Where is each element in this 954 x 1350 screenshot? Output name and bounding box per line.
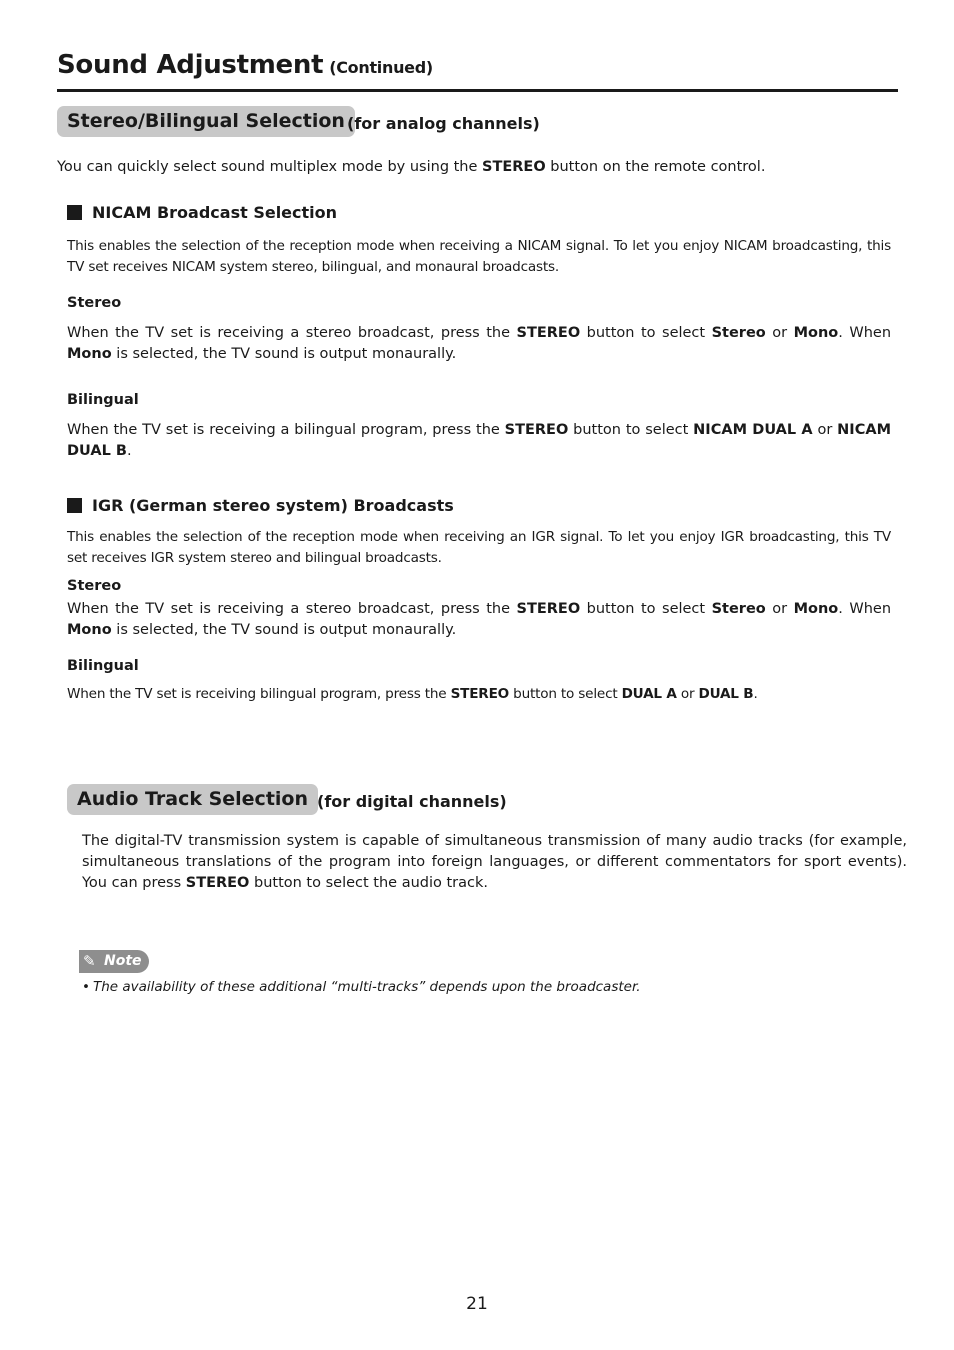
text: or <box>676 686 699 702</box>
bold-text: STEREO <box>450 686 510 702</box>
intro-text: You can quickly select sound multiplex mode by using the <box>57 159 483 175</box>
section1-intro <box>57 157 917 178</box>
page-title-text: Sound Adjustment <box>57 50 324 80</box>
text: or <box>812 422 838 438</box>
nicam-heading <box>67 203 337 222</box>
text: is selected, the TV sound is output monaurally. <box>111 346 457 362</box>
text: The digital-TV transmission system is capable of simultaneous transmission of many audio tracks (for example, simultaneous translations of the program into foreign languages, or different commentators for sport events). You can press <box>82 833 907 891</box>
section-title-stereo-bilingual: Stereo/Bilingual Selection <box>57 106 355 137</box>
bold-text: Mono <box>793 601 839 617</box>
section-subtitle-analog: (for analog channels) <box>347 114 540 133</box>
igr-stereo-label: Stereo <box>67 578 122 594</box>
text: or <box>765 325 794 341</box>
igr-heading-text: IGR (German stereo system) Broadcasts <box>92 496 454 515</box>
text: is selected, the TV sound is output monaurally. <box>111 622 457 638</box>
igr-heading <box>67 496 454 515</box>
nicam-heading-text: NICAM Broadcast Selection <box>92 203 338 222</box>
note-item <box>82 979 641 995</box>
nicam-bilingual-label: Bilingual <box>67 392 139 408</box>
bold-text: Mono <box>793 325 839 341</box>
intro-text-end: button on the remote control. <box>545 159 766 175</box>
nicam-stereo-label: Stereo <box>67 295 122 311</box>
text: . <box>753 686 758 702</box>
bold-text: STEREO <box>516 601 581 617</box>
text: button to select <box>580 601 712 617</box>
text: button to select <box>580 325 712 341</box>
note-text: The availability of these additional “multi-tracks” depends upon the broadcaster. <box>92 979 641 995</box>
nicam-bilingual-text <box>67 420 891 462</box>
igr-bilingual-text <box>67 684 891 705</box>
bold-text: STEREO <box>516 325 581 341</box>
text: . <box>126 443 132 459</box>
bold-text: Stereo <box>711 601 766 617</box>
igr-description: This enables the selection of the reception mode when receiving an IGR signal. To let you enjoy IGR broadcasting, this TV set receives IGR system stereo and bilingual broadcasts. <box>67 529 891 566</box>
bold-text: Mono <box>67 346 112 362</box>
bold-text: NICAM DUAL A <box>693 422 813 438</box>
bold-text: DUAL A <box>621 686 677 702</box>
square-bullet-icon <box>67 205 82 220</box>
bold-text: DUAL B <box>698 686 754 702</box>
text: button to select the audio track. <box>249 875 488 891</box>
bold-text: NICAM DUAL B <box>67 422 891 459</box>
nicam-stereo-text <box>67 323 891 365</box>
text: . When <box>838 601 892 617</box>
bold-text: STEREO <box>185 875 250 891</box>
bold-text: Mono <box>67 622 112 638</box>
bullet-icon: • <box>82 979 90 995</box>
text: When the TV set is receiving a stereo broadcast, press the <box>67 601 517 617</box>
note-label: Note <box>104 953 142 969</box>
section-title-audio-track: Audio Track Selection <box>67 784 318 815</box>
text: button to select <box>509 686 622 702</box>
text: When the TV set is receiving a stereo broadcast, press the <box>67 325 517 341</box>
igr-stereo-text <box>67 599 891 641</box>
nicam-description: This enables the selection of the reception mode when receiving a NICAM signal. To let you enjoy NICAM broadcasting, this TV set receives NICAM system stereo, bilingual, and monaural broadcasts. <box>67 238 891 275</box>
text: . When <box>838 325 892 341</box>
page-number: 21 <box>466 1294 488 1314</box>
audio-track-text <box>82 831 907 894</box>
section-subtitle-digital: (for digital channels) <box>317 792 507 811</box>
intro-stereo-button-name: STEREO <box>482 159 546 175</box>
square-bullet-icon <box>67 498 82 513</box>
pencil-icon: ✎ <box>83 952 96 970</box>
igr-bilingual-label: Bilingual <box>67 658 139 674</box>
bold-text: Stereo <box>711 325 766 341</box>
text: button to select <box>568 422 694 438</box>
text: When the TV set is receiving bilingual program, press the <box>67 686 451 702</box>
title-divider <box>57 89 898 92</box>
bold-text: STEREO <box>504 422 569 438</box>
page-title <box>57 50 433 80</box>
text: When the TV set is receiving a bilingual program, press the <box>67 422 505 438</box>
text: or <box>765 601 794 617</box>
page-title-continued: (Continued) <box>329 58 433 77</box>
note-badge <box>79 950 149 973</box>
